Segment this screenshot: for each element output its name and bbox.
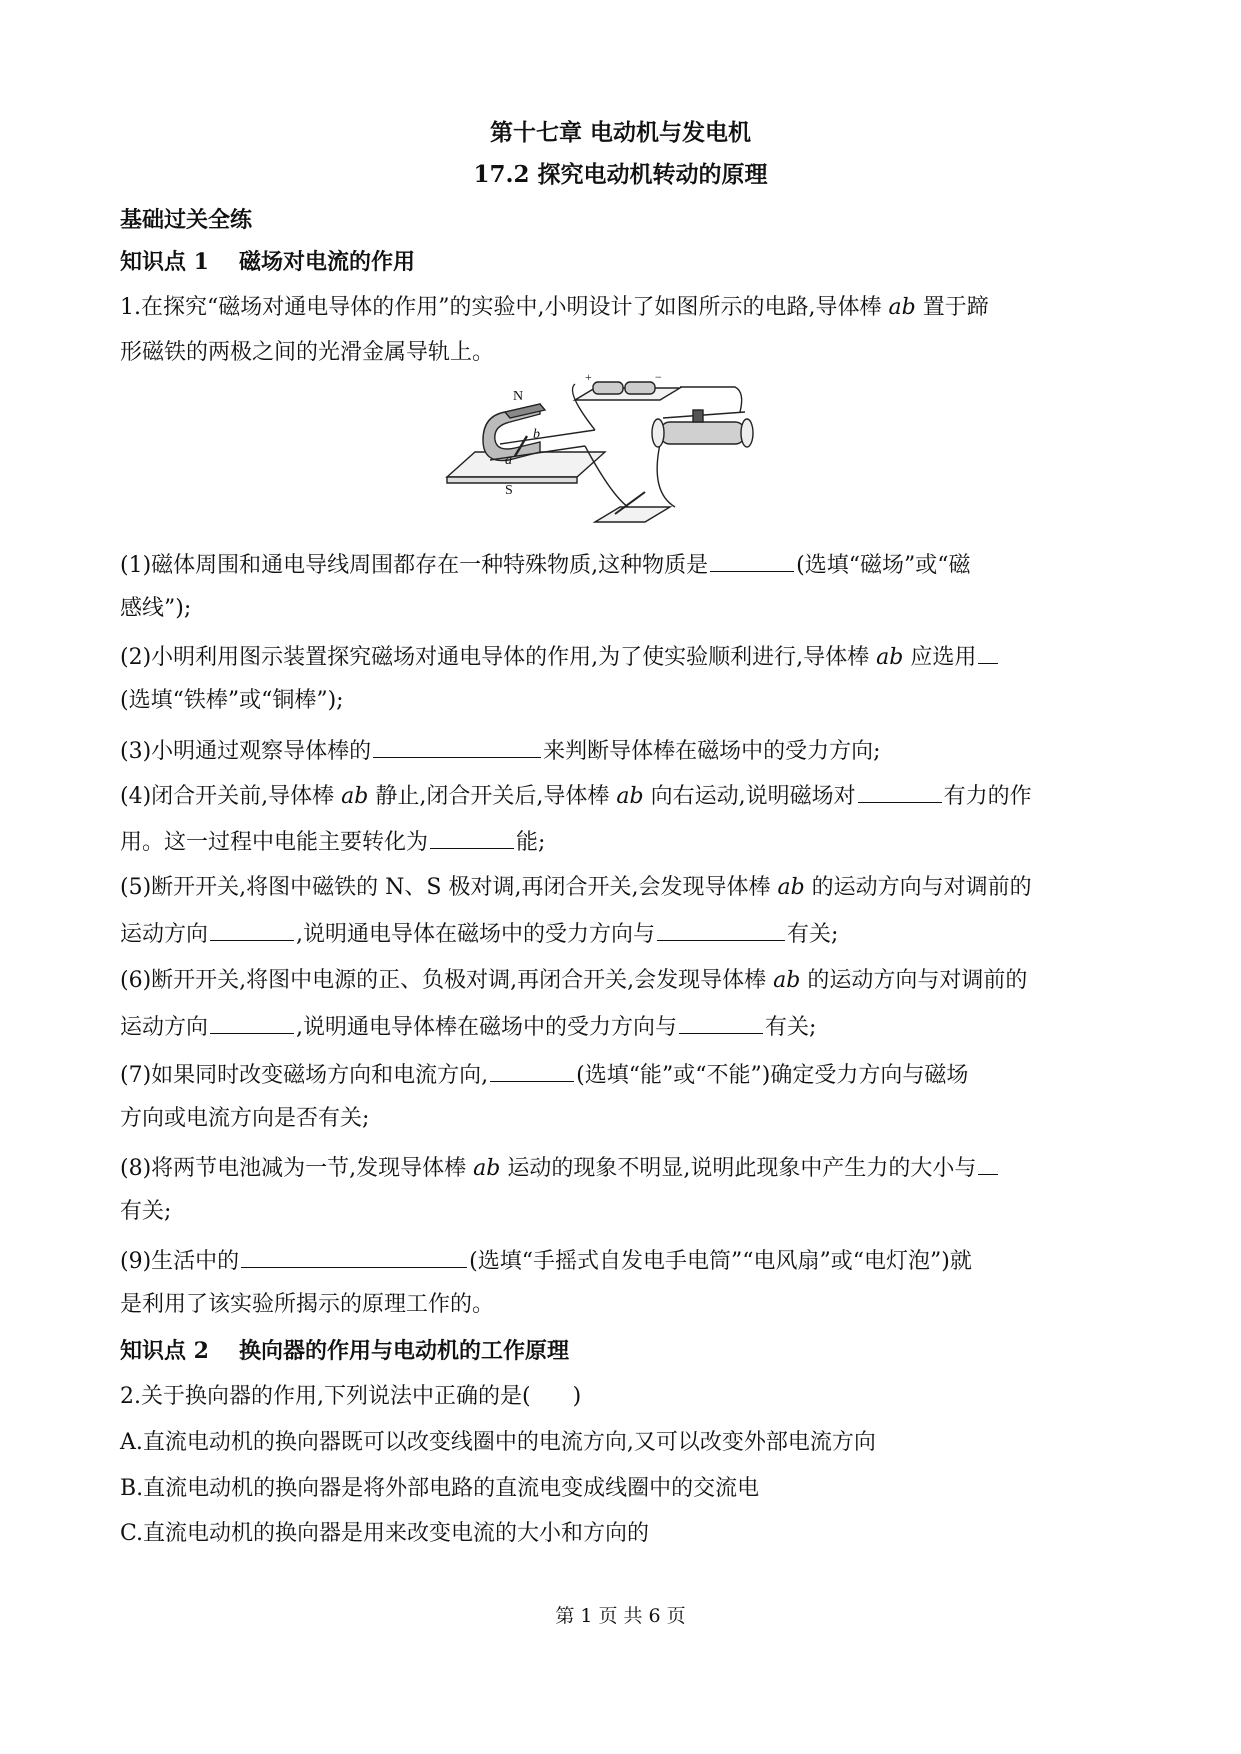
- label-b: b: [533, 427, 540, 442]
- q1-part-9-line-2: 是利用了该实验所揭示的原理工作的。: [120, 1292, 495, 1317]
- q1-part-4-text: (4)闭合开关前,导体棒: [120, 784, 335, 809]
- q1-part-9-text: (9)生活中的: [120, 1249, 240, 1274]
- rail-top: [500, 430, 595, 444]
- q1-part-5-text-4: 有关;: [787, 922, 839, 947]
- q1-stem-ab: ab: [888, 295, 916, 320]
- q1-part-5-text-end: 的运动方向与对调前的: [811, 875, 1032, 900]
- rheostat-end-right: [741, 419, 753, 447]
- answer-blank[interactable]: [373, 735, 541, 758]
- q1-stem-text-end: 置于蹄: [922, 295, 989, 320]
- q1-part-2-line-1: [120, 641, 1130, 673]
- q1-part-6-text: (6)断开开关,将图中电源的正、负极对调,再闭合开关,会发现导体棒: [120, 968, 767, 993]
- part-heading: 基础过关全练: [120, 207, 253, 233]
- q1-part-8-text-end: 运动的现象不明显,说明此现象中产生力的大小与: [507, 1156, 977, 1181]
- q1-part-5-text-3: ,说明通电导体在磁场中的受力方向与: [296, 922, 656, 947]
- q1-part-4-text-mid: 静止,闭合开关后,导体棒: [375, 784, 610, 809]
- q1-part-9-line-1: [120, 1245, 1130, 1277]
- q1-part-6-text-2: 运动方向: [120, 1015, 209, 1040]
- label-plus: +: [585, 370, 592, 384]
- q1-part-5-line-2: [120, 918, 1130, 950]
- knowledge-point-2-heading: [120, 1336, 1130, 1366]
- q1-part-4-text-end: 有力的作: [943, 784, 1032, 809]
- answer-blank[interactable]: [210, 1011, 294, 1034]
- kp1-label: 知识点 1: [120, 249, 209, 275]
- q1-part-7-hint: (选填“能”或“不能”)确定受力方向与磁场: [576, 1063, 969, 1088]
- rheostat-end-left: [652, 419, 664, 447]
- rheostat-coil: [660, 422, 745, 444]
- q1-part-6-text-4: 有关;: [765, 1015, 817, 1040]
- answer-blank[interactable]: [210, 918, 294, 941]
- q1-part-4-ab: ab: [341, 784, 369, 809]
- q1-part-8-line-2: 有关;: [120, 1199, 172, 1224]
- q2-stem-text: 2.关于换向器的作用,下列说法中正确的是(: [120, 1384, 531, 1409]
- q1-stem-line-2: 形磁铁的两极之间的光滑金属导轨上。: [120, 340, 495, 365]
- q1-part-4-text-mid-2: 向右运动,说明磁场对: [650, 784, 856, 809]
- q1-part-8-text: (8)将两节电池减为一节,发现导体棒: [120, 1156, 467, 1181]
- battery-cell-2: [625, 382, 655, 394]
- q1-part-2-ab: ab: [876, 645, 904, 670]
- section-title: 17.2 探究电动机转动的原理: [473, 161, 768, 188]
- q1-part-4-text-2: 用。这一过程中电能主要转化为: [120, 830, 429, 855]
- q1-part-4-ab-2: ab: [616, 784, 644, 809]
- q2-stem-close: ): [572, 1384, 582, 1409]
- answer-blank[interactable]: [858, 780, 942, 803]
- q1-part-5-ab: ab: [777, 875, 805, 900]
- q2-option-c: C.直流电动机的换向器是用来改变电流的大小和方向的: [120, 1521, 650, 1546]
- q1-stem-text: 1.在探究“磁场对通电导体的作用”的实验中,小明设计了如图所示的电路,导体棒: [120, 295, 882, 320]
- q1-part-8-ab: ab: [473, 1156, 501, 1181]
- wire-4: [657, 444, 675, 507]
- q2-stem: [120, 1382, 1130, 1412]
- q1-part-8-line-1: [120, 1152, 1130, 1184]
- answer-blank[interactable]: [679, 1011, 763, 1034]
- answer-blank[interactable]: [490, 1059, 574, 1082]
- q1-part-4-line-1: [120, 780, 1130, 812]
- q1-part-7-line-2: 方向或电流方向是否有关;: [120, 1106, 370, 1131]
- q1-part-5-line-1: [120, 873, 1130, 903]
- q1-part-2-text: (2)小明利用图示装置探究磁场对通电导体的作用,为了使实验顺利进行,导体棒: [120, 645, 870, 670]
- rheostat-slider: [693, 410, 703, 422]
- answer-blank[interactable]: [978, 1152, 998, 1175]
- q1-part-7-line-1: [120, 1059, 1130, 1091]
- label-minus: −: [655, 370, 662, 384]
- q1-part-4-line-2: [120, 826, 1130, 858]
- q1-part-3-text: (3)小明通过观察导体棒的: [120, 739, 372, 764]
- kp2-label: 知识点 2: [120, 1338, 209, 1364]
- q2-option-a: A.直流电动机的换向器既可以改变线圈中的电流方向,又可以改变外部电流方向: [120, 1430, 876, 1455]
- kp2-title: 换向器的作用与电动机的工作原理: [238, 1338, 569, 1364]
- q1-part-3-text-end: 来判断导体棒在磁场中的受力方向;: [543, 739, 881, 764]
- q1-stem-line-1: [120, 293, 1130, 323]
- q1-part-6-ab: ab: [773, 968, 801, 993]
- q1-part-1-text: (1)磁体周围和通电导线周围都存在一种特殊物质,这种物质是: [120, 553, 709, 578]
- page-footer: 第 1 页 共 6 页: [555, 1605, 686, 1627]
- q1-part-1-line-2: 感线”);: [120, 596, 192, 621]
- q1-part-5-text: (5)断开开关,将图中磁铁的 N、S 极对调,再闭合开关,会发现导体棒: [120, 875, 771, 900]
- answer-blank[interactable]: [710, 549, 794, 572]
- label-n: N: [513, 389, 524, 404]
- q1-part-6-text-3: ,说明通电导体棒在磁场中的受力方向与: [296, 1015, 678, 1040]
- label-a: a: [505, 453, 512, 468]
- switch-board: [595, 507, 670, 522]
- wire-3: [680, 387, 742, 412]
- experiment-figure: [445, 370, 790, 537]
- answer-blank[interactable]: [657, 918, 785, 941]
- q1-part-1-line-1: [120, 549, 1130, 581]
- label-s: S: [505, 483, 513, 498]
- q1-part-2-line-2: (选填“铁棒”或“铜棒”);: [120, 688, 344, 713]
- q1-part-5-text-2: 运动方向: [120, 922, 209, 947]
- q1-part-2-text-end: 应选用: [910, 645, 977, 670]
- q1-part-6-text-end: 的运动方向与对调前的: [807, 968, 1028, 993]
- q1-part-6-line-1: [120, 966, 1130, 996]
- chapter-title: 第十七章 电动机与发电机: [489, 119, 751, 146]
- rheostat-rod: [663, 412, 745, 418]
- answer-blank[interactable]: [241, 1245, 467, 1268]
- kp1-title: 磁场对电流的作用: [238, 249, 415, 275]
- q1-part-7-text: (7)如果同时改变磁场方向和电流方向,: [120, 1063, 489, 1088]
- answer-blank[interactable]: [978, 641, 998, 664]
- q2-option-b: B.直流电动机的换向器是将外部电路的直流电变成线圈中的交流电: [120, 1476, 760, 1501]
- battery-cell-1: [593, 382, 623, 394]
- q1-part-3: [120, 735, 1130, 767]
- q1-part-9-hint: (选填“手摇式自发电手电筒”“电风扇”或“电灯泡”)就: [469, 1249, 972, 1274]
- circuit-diagram: [445, 370, 790, 537]
- answer-blank[interactable]: [430, 826, 514, 849]
- q1-part-6-line-2: [120, 1011, 1130, 1043]
- q1-part-1-hint: (选填“磁场”或“磁: [796, 553, 971, 578]
- q1-part-4-text-2-end: 能;: [516, 830, 546, 855]
- knowledge-point-1-heading: [120, 247, 1130, 277]
